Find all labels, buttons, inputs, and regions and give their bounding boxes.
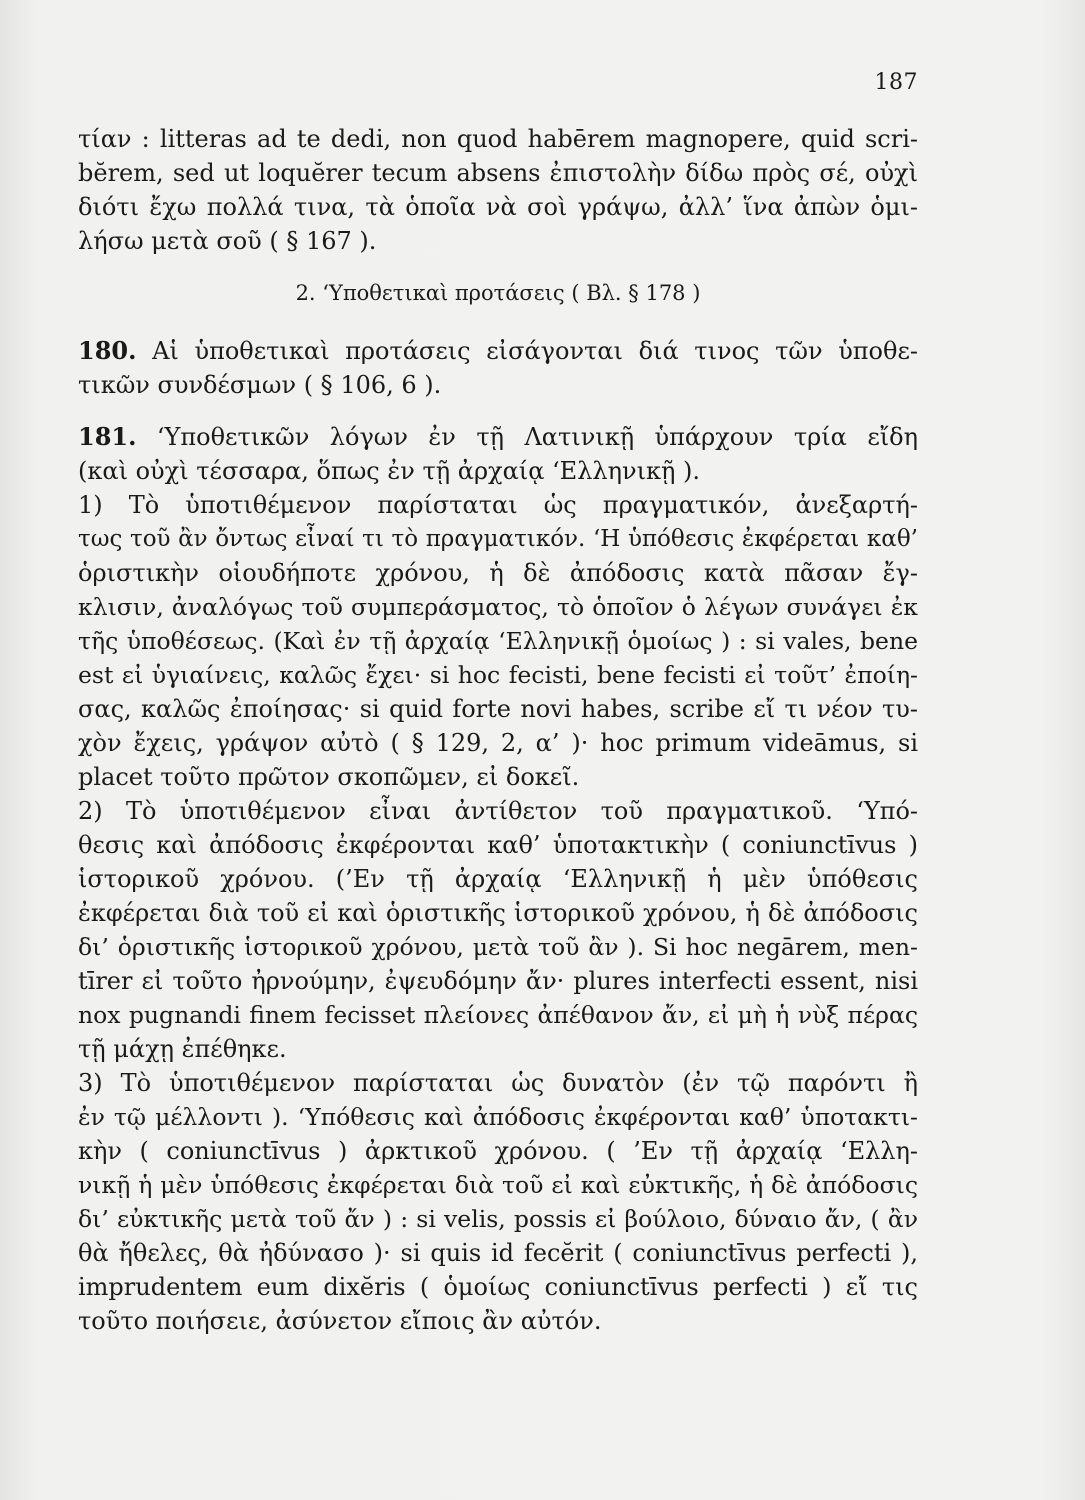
section-heading: 2. ‘Υποθετικαὶ προτάσεις ( Βλ. § 178 ) <box>295 281 701 305</box>
text-line: θὰ ἤθελες, θὰ ἠδύνασο )· si quis id fecĕrit ( coniunctīvus perfecti ), <box>78 1239 918 1267</box>
text-line: ἱστορικοῦ χρόνου. (’Εν τῇ ἀρχαίᾳ ‘Ελληνικῇ ἡ μὲν ὑπόθεσις <box>78 865 918 893</box>
text-line: δι’ εὐκτικῆς μετὰ τοῦ ἄν ) : si velis, possis εἰ βούλοιο, δύναιο ἄν, ( ἂν <box>78 1205 918 1233</box>
text-line: placet τοῦτο πρῶτον σκοπῶμεν, εἰ δοκεῖ. <box>78 763 580 791</box>
text-line: τίαν : litteras ad te dedi, non quod habērem magnopere, quid scri- <box>78 125 918 153</box>
text-line: ἐκφέρεται διὰ τοῦ εἰ καὶ ὁριστικῆς ἱστορικοῦ χρόνου, ἡ δὲ ἀπόδοσις <box>78 899 918 927</box>
text-line: διότι ἔχω πολλά τινα, τὰ ὁποῖα νὰ σοὶ γράψω, ἀλλ’ ἵνα ἀπὼν ὁμι- <box>78 193 918 221</box>
text-line: imprudentem eum dixĕris ( ὁμοίως coniunctīvus perfecti ) εἴ τις <box>78 1273 918 1301</box>
text-line: tīrer εἰ τοῦτο ἠρνούμην, ἐψευδόμην ἄν· plures interfecti essent, nisi <box>78 967 918 995</box>
text-line: τῇ μάχῃ ἐπέθηκε. <box>78 1035 287 1063</box>
text-line: δι’ ὁριστικῆς ἱστορικοῦ χρόνου, μετὰ τοῦ ἂν ). Si hoc negārem, men- <box>78 933 918 961</box>
paragraph-number: 181. <box>78 422 137 451</box>
text-line: ἐν τῷ μέλλοντι ). ‘Υπόθεσις καὶ ἀπόδοσις ἐκφέρονται καθ’ ὑποτακτι- <box>78 1103 918 1131</box>
text-line: θεσις καὶ ἀπόδοσις ἐκφέρονται καθ’ ὑποτακτικὴν ( coniunctīvus ) <box>78 831 918 859</box>
text-line: χὸν ἔχεις, γράψον αὐτὸ ( § 129, 2, α’ )· hoc primum videāmus, si <box>78 729 918 757</box>
text-line: τως τοῦ ἂν ὄντως εἶναί τι τὸ πραγματικόν. ‘Η ὑπόθεσις ἐκφέρεται καθ’ <box>78 526 918 552</box>
text-line: ὁριστικὴν οἱουδήποτε χρόνου, ἡ δὲ ἀπόδοσις κατὰ πᾶσαν ἔγ- <box>78 559 918 587</box>
text-line: νικῇ ἡ μὲν ὑπόθεσις ἐκφέρεται διὰ τοῦ εἰ καὶ εὐκτικῆς, ἡ δὲ ἀπόδοσις <box>78 1171 918 1199</box>
body-text <box>78 122 918 1338</box>
text-line: est εἰ ὑγιαίνεις, καλῶς ἔχει· si hoc fecisti, bene fecisti εἰ τοῦτ’ ἐποίη- <box>78 661 918 689</box>
text-line: τικῶν συνδέσμων ( § 106, 6 ). <box>78 371 442 399</box>
page-number: 187 <box>874 70 918 95</box>
text-line: 1) Τὸ ὑποτιθέμενον παρίσταται ὡς πραγματικόν, ἀνεξαρτή- <box>78 491 918 519</box>
text-line: κὴν ( coniunctīvus ) ἀρκτικοῦ χρόνου. ( ’Εν τῇ ἀρχαίᾳ ‘Ελλη- <box>78 1137 918 1165</box>
text-line: τῆς ὑποθέσεως. (Καὶ ἐν τῇ ἀρχαίᾳ ‘Ελληνικῇ ὁμοίως ) : si vales, bene <box>78 627 918 655</box>
paragraph-181-first-line: 181. ‘Υποθετικῶν λόγων ἐν τῇ Λατινικῇ ὑπάρχουν τρία εἴδη <box>78 422 918 451</box>
text-line: 2) Τὸ ὑποτιθέμενον εἶναι ἀντίθετον τοῦ πραγματικοῦ. ‘Υπό- <box>78 797 918 825</box>
text-line: σας, καλῶς ἐποίησας· si quid forte novi habes, scribe εἴ τι νέον τυ- <box>78 695 918 723</box>
paragraph-180-first-line: 180. Αἱ ὑποθετικαὶ προτάσεις εἰσάγονται διά τινος τῶν ὑποθε- <box>78 336 918 365</box>
text-line: 3) Τὸ ὑποτιθέμενον παρίσταται ὡς δυνατὸν (ἐν τῷ παρόντι ἢ <box>78 1069 918 1097</box>
paragraph-number: 180. <box>78 336 137 365</box>
text-line: nox pugnandi finem fecisset πλείονες ἀπέθανον ἄν, εἰ μὴ ἡ νὺξ πέρας <box>78 1001 918 1029</box>
text-line: τοῦτο ποιήσειε, ἀσύνετον εἴποις ἂν αὐτόν. <box>78 1307 602 1335</box>
text-line: (καὶ οὐχὶ τέσσαρα, ὅπως ἐν τῇ ἀρχαίᾳ ‘Ελληνικῇ ). <box>78 457 700 485</box>
text-line: λήσω μετὰ σοῦ ( § 167 ). <box>78 227 377 255</box>
text-line: κλισιν, ἀναλόγως τοῦ συμπεράσματος, τὸ ὁποῖον ὁ λέγων συνάγει ἐκ <box>78 593 918 621</box>
text-line: bĕrem, sed ut loquĕrer tecum absens ἐπιστολὴν δίδω πρὸς σέ, οὐχὶ <box>78 159 918 187</box>
